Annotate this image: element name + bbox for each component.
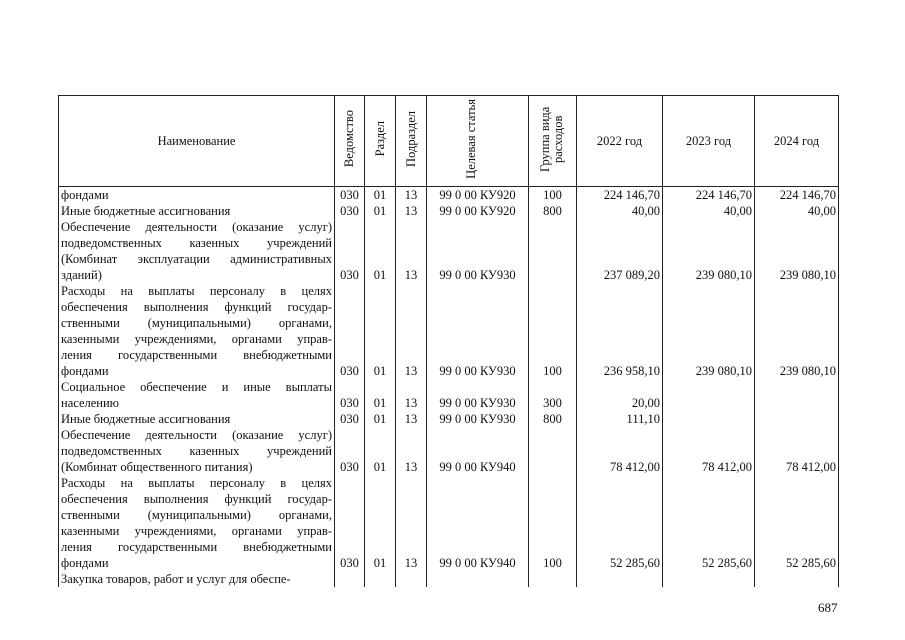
row-2023: 40,00	[663, 203, 755, 219]
row-name-line: подведомственных казенных учреждений	[61, 236, 332, 250]
row-name-line: казенными учреждениями, органами управ-	[61, 332, 332, 346]
row-name-line: ления государственными внебюджетными	[61, 348, 332, 362]
row-2022: 40,00	[577, 203, 663, 219]
row-2024	[755, 379, 839, 411]
row-celevaya: 99 0 00 КУ930	[427, 219, 529, 283]
row-2023: 239 080,10	[663, 219, 755, 283]
row-razdel: 01	[365, 187, 396, 204]
row-name-line: Иные бюджетные ассигнования	[61, 412, 231, 426]
row-name-line: населению	[61, 396, 119, 410]
table-row	[59, 203, 839, 219]
row-name-line: обеспечения выполнения функций государ-	[61, 300, 332, 314]
row-podrazdel: 13	[396, 427, 427, 475]
row-2022: 224 146,70	[577, 187, 663, 204]
row-vedomstvo: 030	[335, 427, 365, 475]
row-celevaya: 99 0 00 КУ920	[427, 187, 529, 204]
row-celevaya: 99 0 00 КУ930	[427, 411, 529, 427]
row-gruppa	[529, 571, 577, 587]
row-name-line: подведомственных казенных учреждений	[61, 444, 332, 458]
row-razdel: 01	[365, 427, 396, 475]
row-razdel: 01	[365, 475, 396, 571]
row-razdel: 01	[365, 283, 396, 379]
row-2023: 52 285,60	[663, 475, 755, 571]
budget-table	[58, 95, 839, 587]
row-2024	[755, 571, 839, 587]
row-vedomstvo: 030	[335, 379, 365, 411]
row-gruppa: 100	[529, 283, 577, 379]
table-row	[59, 475, 839, 571]
row-2022: 237 089,20	[577, 219, 663, 283]
table-body	[59, 187, 839, 588]
row-name-line: (Комбинат общественного питания)	[61, 460, 253, 474]
table-header-row	[59, 96, 839, 187]
row-2022: 111,10	[577, 411, 663, 427]
header-2024: 2024 год	[755, 96, 839, 187]
row-gruppa: 800	[529, 411, 577, 427]
row-name-line: ственными (муниципальными) органами,	[61, 508, 332, 522]
header-vedomstvo: Ведомство	[335, 96, 365, 187]
header-name: Наименование	[59, 96, 335, 187]
row-name-line: фондами	[61, 188, 109, 202]
row-name-line: обеспечения выполнения функций государ-	[61, 492, 332, 506]
row-name-line: ственными (муниципальными) органами,	[61, 316, 332, 330]
table-row	[59, 571, 839, 587]
row-vedomstvo: 030	[335, 219, 365, 283]
row-2023	[663, 571, 755, 587]
row-2022	[577, 571, 663, 587]
row-name-line: зданий)	[61, 268, 102, 282]
row-celevaya: 99 0 00 КУ940	[427, 475, 529, 571]
row-celevaya: 99 0 00 КУ930	[427, 283, 529, 379]
row-name-line: Расходы на выплаты персоналу в целях	[61, 476, 332, 490]
row-name	[59, 219, 335, 283]
row-vedomstvo: 030	[335, 203, 365, 219]
row-vedomstvo	[335, 571, 365, 587]
row-vedomstvo: 030	[335, 411, 365, 427]
row-name	[59, 203, 335, 219]
table-row	[59, 219, 839, 283]
row-podrazdel: 13	[396, 203, 427, 219]
row-razdel	[365, 571, 396, 587]
row-2024: 78 412,00	[755, 427, 839, 475]
row-name	[59, 427, 335, 475]
table-row	[59, 283, 839, 379]
row-2024: 40,00	[755, 203, 839, 219]
row-2024: 52 285,60	[755, 475, 839, 571]
row-2024	[755, 411, 839, 427]
header-razdel: Раздел	[365, 96, 396, 187]
row-name-line: Социальное обеспечение и иные выплаты	[61, 380, 332, 394]
row-name-line: Закупка товаров, работ и услуг для обеспе-	[61, 572, 291, 586]
row-2022: 78 412,00	[577, 427, 663, 475]
page-number: 687	[818, 600, 838, 615]
row-podrazdel: 13	[396, 283, 427, 379]
row-2024: 224 146,70	[755, 187, 839, 204]
row-name	[59, 187, 335, 204]
row-name-line: Обеспечение деятельности (оказание услуг)	[61, 220, 332, 234]
row-podrazdel: 13	[396, 411, 427, 427]
row-name-line: фондами	[61, 364, 109, 378]
row-2022: 236 958,10	[577, 283, 663, 379]
row-podrazdel: 13	[396, 475, 427, 571]
row-razdel: 01	[365, 219, 396, 283]
row-gruppa: 300	[529, 379, 577, 411]
row-gruppa	[529, 427, 577, 475]
row-gruppa: 100	[529, 475, 577, 571]
row-razdel: 01	[365, 379, 396, 411]
row-name	[59, 475, 335, 571]
row-2023	[663, 379, 755, 411]
header-2023: 2023 год	[663, 96, 755, 187]
table-row	[59, 411, 839, 427]
row-celevaya	[427, 571, 529, 587]
header-podrazdel: Подраздел	[396, 96, 427, 187]
row-vedomstvo: 030	[335, 475, 365, 571]
row-podrazdel: 13	[396, 219, 427, 283]
row-celevaya: 99 0 00 КУ920	[427, 203, 529, 219]
row-2024: 239 080,10	[755, 219, 839, 283]
row-gruppa	[529, 219, 577, 283]
row-name-line: (Комбинат эксплуатации административных	[61, 252, 332, 266]
header-gruppa: Группа вида расходов	[529, 96, 577, 187]
row-podrazdel	[396, 571, 427, 587]
row-podrazdel: 13	[396, 379, 427, 411]
row-2023: 239 080,10	[663, 283, 755, 379]
row-name	[59, 379, 335, 411]
row-2023: 224 146,70	[663, 187, 755, 204]
row-vedomstvo: 030	[335, 187, 365, 204]
row-2022: 20,00	[577, 379, 663, 411]
table-row	[59, 187, 839, 204]
row-2023: 78 412,00	[663, 427, 755, 475]
row-gruppa: 100	[529, 187, 577, 204]
row-2023	[663, 411, 755, 427]
row-razdel: 01	[365, 203, 396, 219]
row-vedomstvo: 030	[335, 283, 365, 379]
row-name-line: казенными учреждениями, органами управ-	[61, 524, 332, 538]
row-name-line: Иные бюджетные ассигнования	[61, 204, 231, 218]
row-name	[59, 283, 335, 379]
row-name-line: ления государственными внебюджетными	[61, 540, 332, 554]
row-2022: 52 285,60	[577, 475, 663, 571]
row-name-line: Расходы на выплаты персоналу в целях	[61, 284, 332, 298]
table-row	[59, 379, 839, 411]
row-name	[59, 411, 335, 427]
header-2022: 2022 год	[577, 96, 663, 187]
row-celevaya: 99 0 00 КУ940	[427, 427, 529, 475]
row-name	[59, 571, 335, 587]
row-podrazdel: 13	[396, 187, 427, 204]
row-name-line: фондами	[61, 556, 109, 570]
row-name-line: Обеспечение деятельности (оказание услуг)	[61, 428, 332, 442]
row-gruppa: 800	[529, 203, 577, 219]
header-celevaya: Целевая статья	[427, 96, 529, 187]
row-2024: 239 080,10	[755, 283, 839, 379]
row-razdel: 01	[365, 411, 396, 427]
table-row	[59, 427, 839, 475]
row-celevaya: 99 0 00 КУ930	[427, 379, 529, 411]
